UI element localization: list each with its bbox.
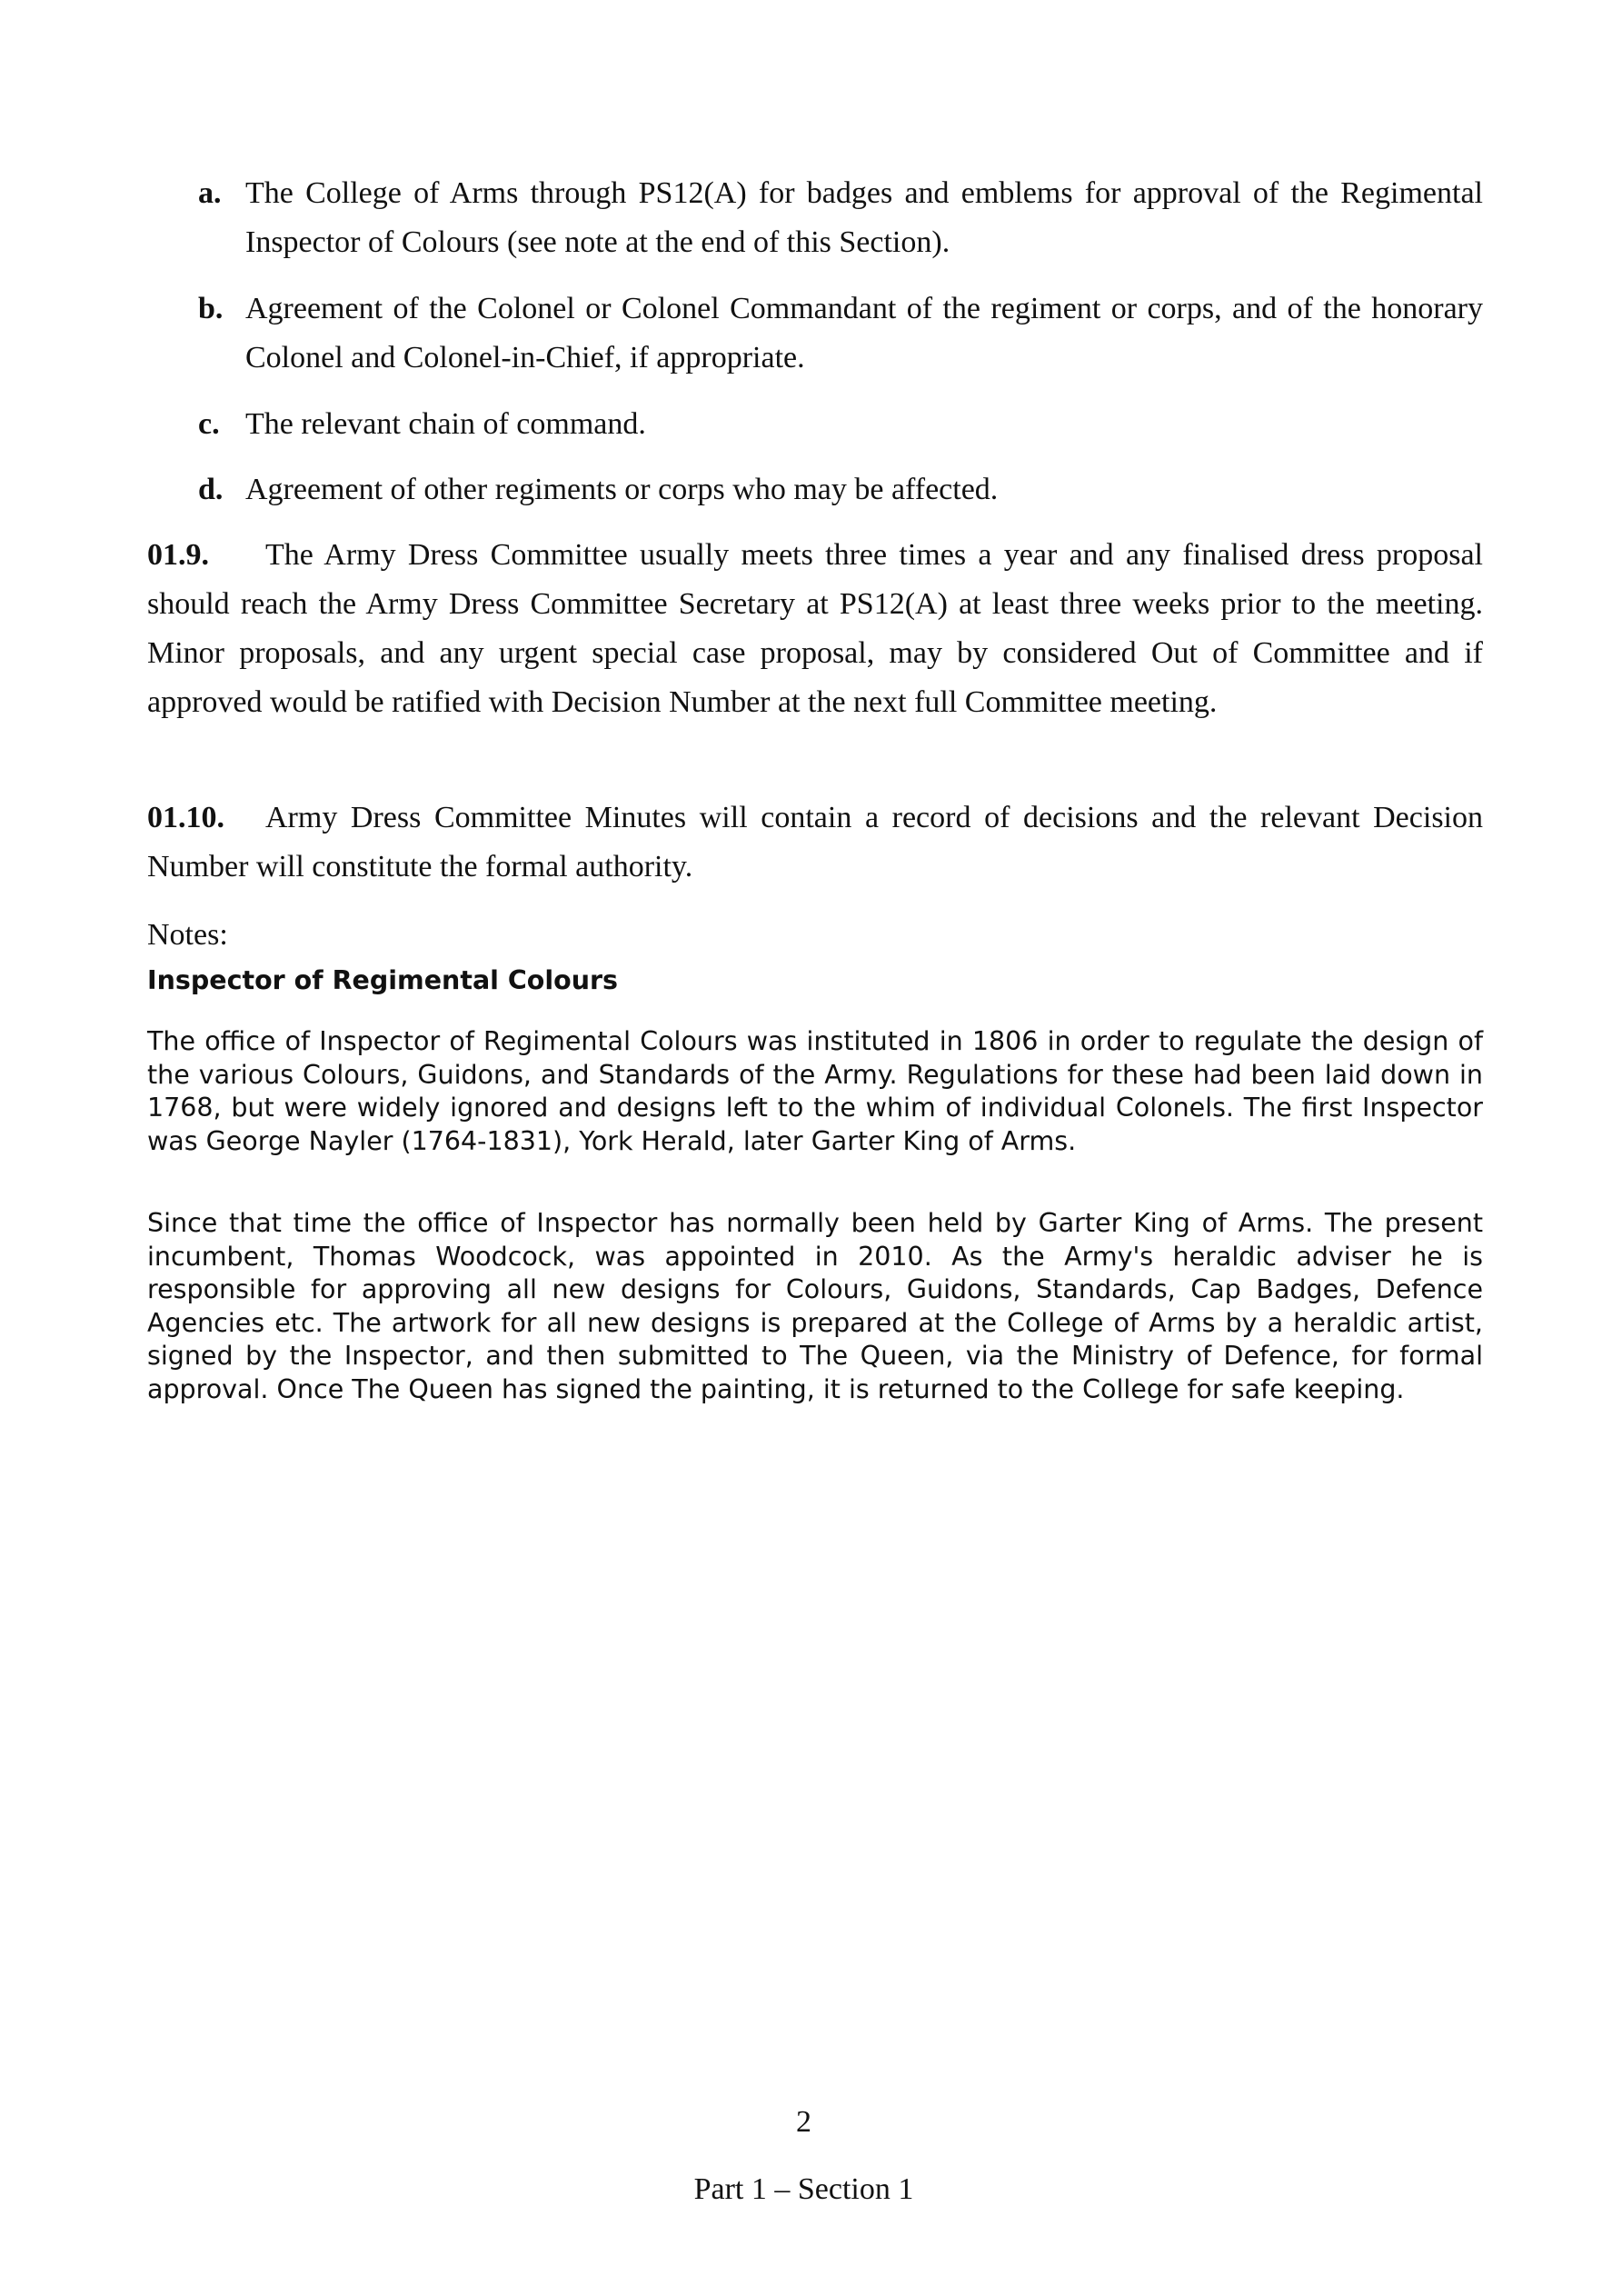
- list-text: Agreement of other regiments or corps who may be affected.: [245, 473, 999, 506]
- paragraph-number: 01.9.: [147, 538, 209, 572]
- section-label: Part 1 – Section 1: [693, 2172, 914, 2206]
- list-text: The College of Arms through PS12(A) for badges and emblems for approval of the Regimental Inspector of Colours (see note at the end of this Section).: [245, 176, 1483, 259]
- paragraph-text: Army Dress Committee Minutes will contain a record of decisions and the relevant Decision Number will constitute the formal authority.: [147, 801, 1483, 883]
- list-item-c: [198, 400, 1483, 449]
- list-text: Agreement of the Colonel or Colonel Commandant of the regiment or corps, and of the honorary Colonel and Colonel-in-Chief, if appropriate.: [245, 292, 1483, 374]
- list-item-b: [198, 285, 1483, 383]
- paragraph-01-10: [147, 794, 1483, 892]
- list-text: The relevant chain of command.: [245, 407, 646, 441]
- list-letter: d.: [198, 473, 224, 506]
- paragraph-number: 01.10.: [147, 801, 224, 834]
- paragraph-text: The Army Dress Committee usually meets three times a year and any finalised dress proposal should reach the Army Dress Committee Secretary at PS12(A) at least three weeks prior to the meeting. Minor proposals, and any urgent special case proposal, may by considered Out of Committee and if approved would be ratified with Decision Number at the next full Committee meeting.: [147, 538, 1483, 719]
- notes-label: Notes:: [147, 918, 228, 952]
- note-heading: Inspector of Regimental Colours: [147, 965, 619, 995]
- paragraph-01-9: [147, 531, 1483, 727]
- list-letter: c.: [198, 407, 220, 441]
- note-paragraph: The office of Inspector of Regimental Colours was instituted in 1806 in order to regulate the design of the various Colours, Guidons, and Standards of the Army. Regulations for these had been laid down in 1768, but were widely ignored and designs left to the whim of individual Colonels. The first Inspector was George Nayler (1764-1831), York Herald, later Garter King of Arms.: [147, 1026, 1483, 1156]
- note-paragraph: Since that time the office of Inspector has normally been held by Garter King of Arms. The present incumbent, Thomas Woodcock, was appointed in 2010. As the Army's heraldic adviser he is responsible for approving all new designs for Colours, Guidons, Standards, Cap Badges, Defence Agencies etc. The artwork for all new designs is prepared at the College of Arms by a heraldic artist, signed by the Inspector, and then submitted to The Queen, via the Ministry of Defence, for formal approval. Once The Queen has signed the painting, it is returned to the College for safe keeping.: [147, 1208, 1483, 1404]
- list-item-a: [198, 169, 1483, 267]
- page-number: 2: [796, 2105, 811, 2139]
- list-letter: a.: [198, 176, 222, 210]
- list-letter: b.: [198, 292, 224, 325]
- list-item-d: [198, 465, 1483, 514]
